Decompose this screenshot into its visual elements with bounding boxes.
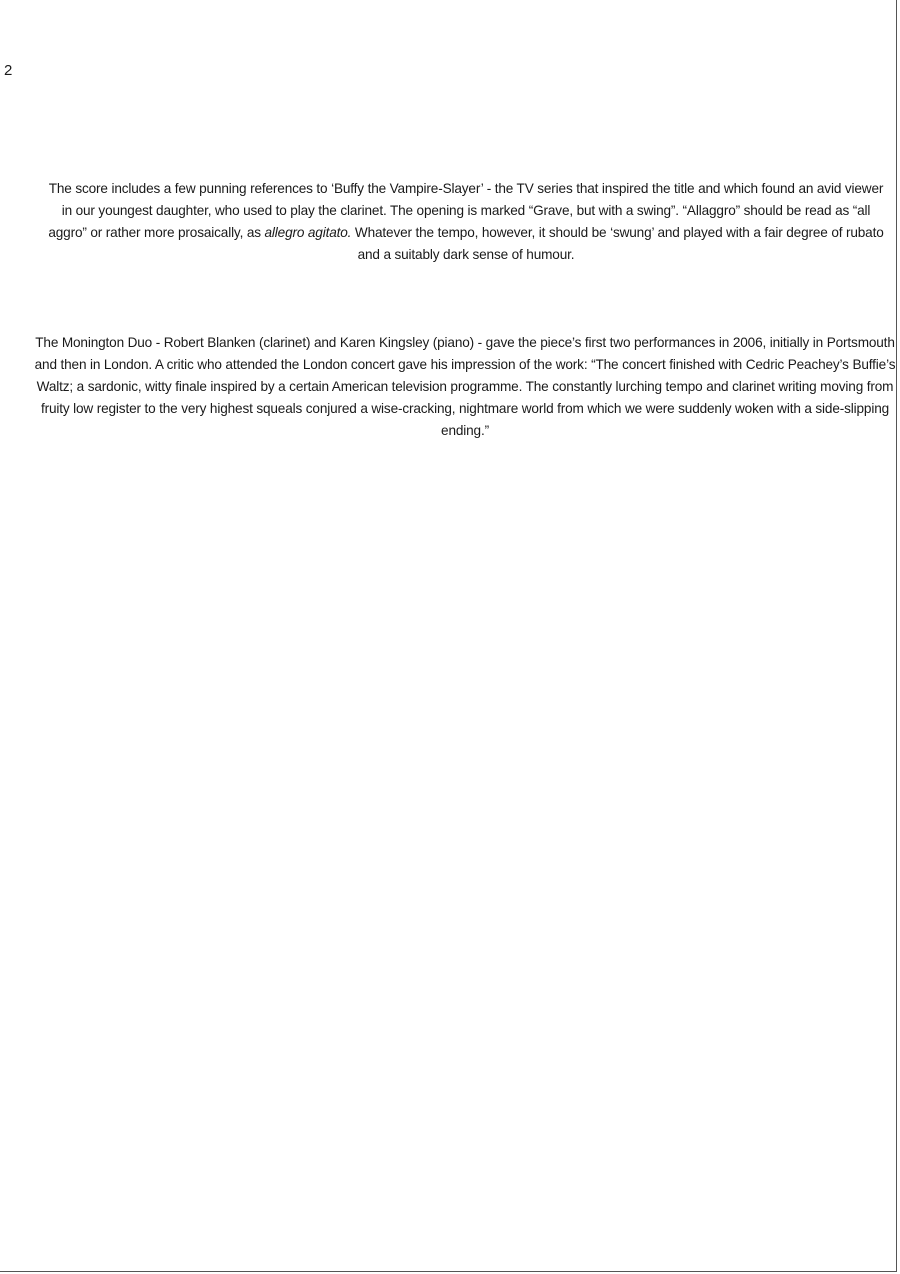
paragraph-score-notes <box>48 178 884 266</box>
paragraph-text: The score includes a few punning references to ‘Buffy the Vampire-Slayer’ - the TV series that inspired the title and which found an avid viewer in our youngest daughter, who used to play the clarinet. The opening is marked “Grave, but with a swing”. “Allaggro” should be read as “all aggro” or rather more prosaically, as <box>48 181 884 240</box>
paragraph-performance-history: The Monington Duo - Robert Blanken (clarinet) and Karen Kingsley (piano) - gave the piece’s first two performances in 2006, initially in Portsmouth and then in London. A critic who attended the London concert gave his impression of the work: “The concert finished with Cedric Peachey’s Buffie’s Waltz; a sardonic, witty finale inspired by a certain American television programme. The constantly lurching tempo and clarinet writing moving from fruity low register to the very highest squeals conjured a wise-cracking, nightmare world from which we were suddenly woken with a side-slipping ending.” <box>34 335 896 438</box>
paragraph-text-continued: Whatever the tempo, however, it should be ‘swung’ and played with a fair degree of rubato and a suitably dark sense of humour. <box>351 225 884 262</box>
page-number: 2 <box>4 62 13 79</box>
italic-tempo-marking: allegro agitato. <box>264 225 352 240</box>
